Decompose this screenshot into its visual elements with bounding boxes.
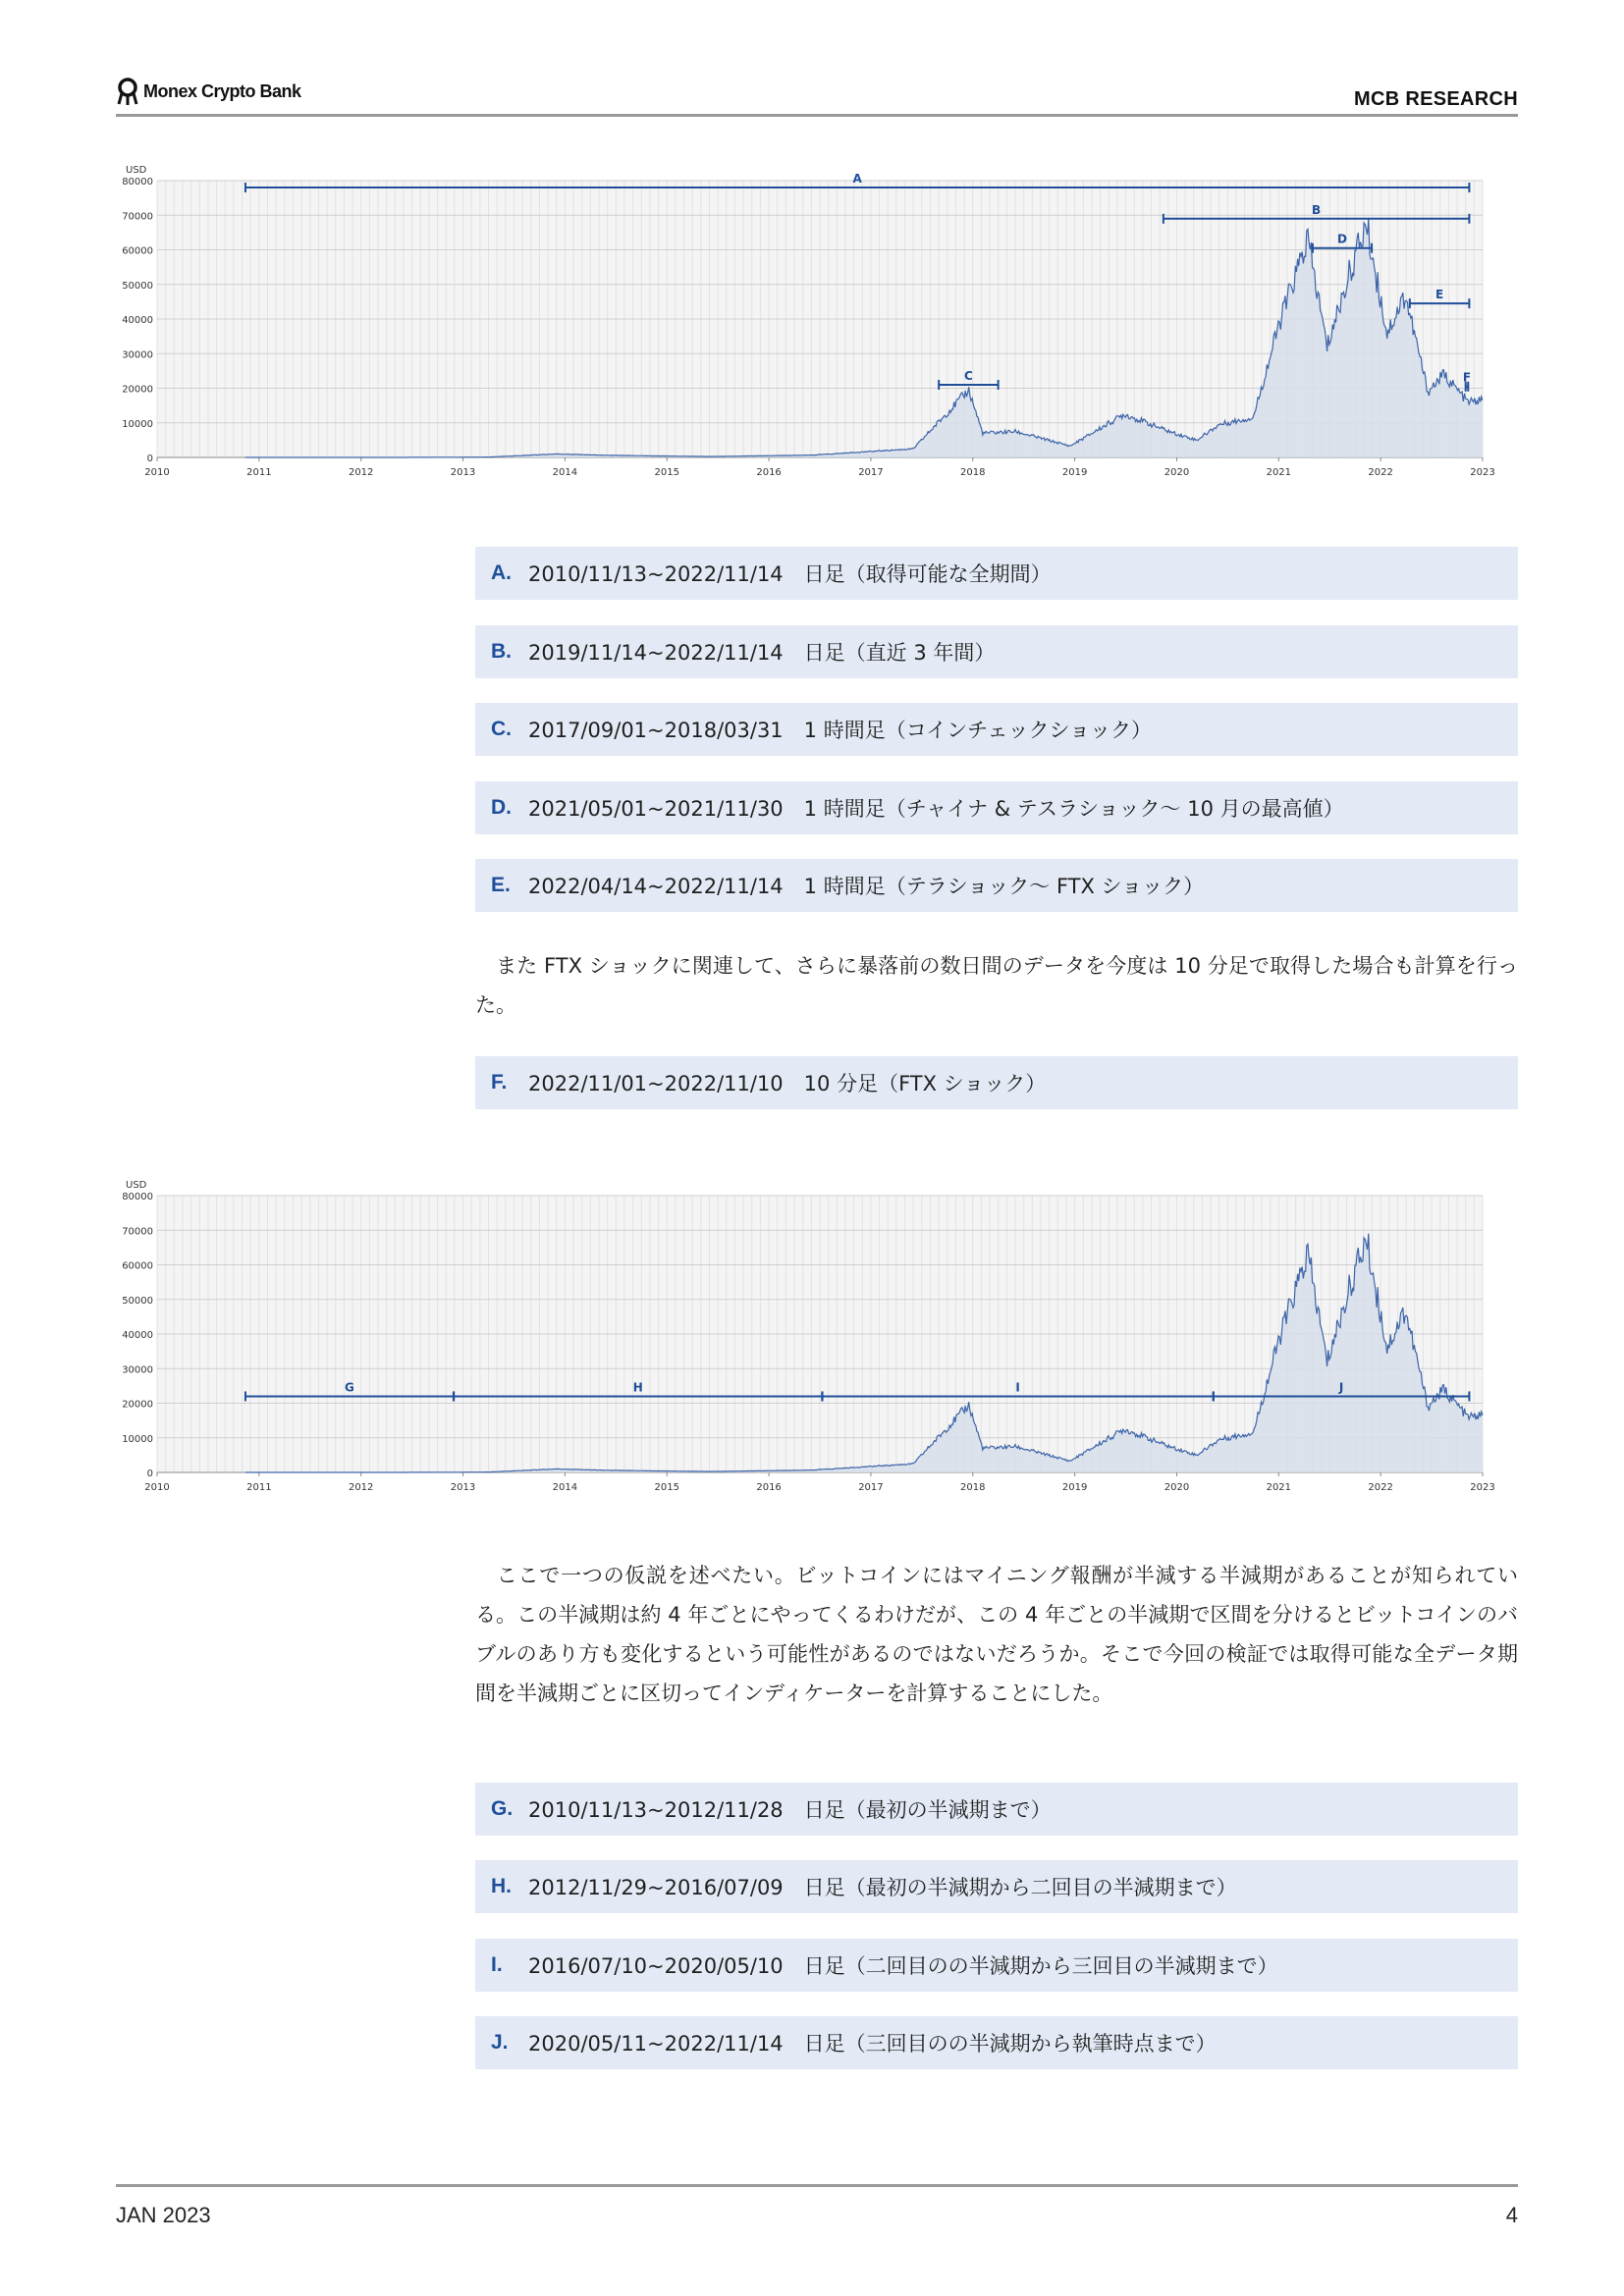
footer-date: JAN 2023 (116, 2203, 211, 2227)
range-label: I (1015, 1380, 1020, 1395)
page-header (116, 71, 1518, 120)
list-item-text: 2020/05/11~2022/11/14 日足（三回目のの半減期から執筆時点まで） (528, 2032, 1217, 2056)
list-item-letter: E. (491, 874, 511, 896)
x-tick-label: 2015 (654, 467, 679, 478)
y-tick-label: 30000 (122, 1364, 153, 1376)
range-label: A (852, 172, 862, 187)
x-tick-label: 2021 (1266, 1482, 1292, 1493)
range-label: E (1435, 288, 1444, 302)
list-item-a (475, 547, 1518, 600)
footer-rule (116, 2184, 1518, 2187)
research-label: MCB RESEARCH (1354, 88, 1518, 110)
y-tick-label: 40000 (122, 1330, 153, 1341)
list-item-letter: J. (491, 2031, 509, 2054)
list-item-letter: I. (491, 1953, 503, 1976)
y-tick-label: 20000 (122, 1399, 153, 1411)
x-tick-label: 2018 (960, 1482, 986, 1493)
y-tick-label: 50000 (122, 280, 153, 292)
list-item-text: 2010/11/13~2012/11/28 日足（最初の半減期まで） (528, 1798, 1052, 1822)
logo-mark-icon (116, 77, 139, 106)
y-unit-label: USD (126, 1180, 147, 1191)
list-item-text: 2022/04/14~2022/11/14 1 時間足（テラショック～ FTX ショック） (528, 875, 1205, 898)
x-tick-label: 2015 (654, 1482, 679, 1493)
y-tick-label: 10000 (122, 418, 153, 430)
y-tick-label: 20000 (122, 384, 153, 396)
list-item-e (475, 859, 1518, 912)
chart-2 (108, 1174, 1495, 1508)
list-item-i (475, 1939, 1518, 1992)
list-item-text: 2010/11/13~2022/11/14 日足（取得可能な全期間） (528, 562, 1052, 586)
x-tick-label: 2017 (858, 467, 884, 478)
y-tick-label: 70000 (122, 1226, 153, 1238)
list-item-text: 2016/07/10~2020/05/10 日足（二回目のの半減期から三回目の半減期まで） (528, 1954, 1278, 1978)
y-tick-label: 40000 (122, 315, 153, 326)
range-label: J (1338, 1380, 1344, 1395)
x-tick-label: 2010 (144, 1482, 170, 1493)
list-item-c (475, 703, 1518, 756)
list-item-f (475, 1056, 1518, 1109)
page-number: 4 (1505, 2203, 1518, 2227)
list-item-letter: B. (491, 640, 512, 663)
range-label: D (1337, 232, 1347, 246)
x-tick-label: 2022 (1368, 1482, 1393, 1493)
list-item-h (475, 1860, 1518, 1913)
list-item-d (475, 781, 1518, 834)
range-label: B (1312, 202, 1322, 217)
x-tick-label: 2013 (450, 467, 476, 478)
x-tick-label: 2016 (756, 467, 782, 478)
list-item-text: 2021/05/01~2021/11/30 1 時間足（チャイナ & テスラショック～ 10 月の最高値） (528, 797, 1344, 821)
x-tick-label: 2013 (450, 1482, 476, 1493)
y-tick-label: 0 (146, 454, 153, 464)
x-tick-label: 2017 (858, 1482, 884, 1493)
x-tick-label: 2016 (756, 1482, 782, 1493)
x-tick-label: 2012 (348, 467, 374, 478)
range-label: H (632, 1380, 643, 1395)
list-item-text: 2012/11/29~2016/07/09 日足（最初の半減期から二回目の半減期まで） (528, 1876, 1237, 1899)
x-tick-label: 2020 (1164, 467, 1190, 478)
y-tick-label: 70000 (122, 211, 153, 223)
header-rule (116, 114, 1518, 117)
list-item-b (475, 625, 1518, 678)
x-tick-label: 2014 (552, 467, 578, 478)
x-tick-label: 2012 (348, 1482, 374, 1493)
range-label: G (345, 1380, 354, 1395)
logo (116, 77, 301, 106)
x-tick-label: 2023 (1470, 467, 1495, 478)
x-tick-label: 2019 (1061, 1482, 1088, 1493)
logo-text: Monex Crypto Bank (143, 80, 301, 101)
list-item-g (475, 1783, 1518, 1836)
list-item-text: 2019/11/14~2022/11/14 日足（直近 3 年間） (528, 641, 996, 665)
y-tick-label: 60000 (122, 245, 153, 257)
list-item-letter: F. (491, 1071, 508, 1094)
y-tick-label: 30000 (122, 349, 153, 361)
x-tick-label: 2014 (552, 1482, 578, 1493)
x-tick-label: 2011 (246, 1482, 272, 1493)
list-item-j (475, 2016, 1518, 2069)
chart-2-svg (108, 1174, 1495, 1508)
x-tick-label: 2011 (246, 467, 272, 478)
list-item-text: 2017/09/01~2018/03/31 1 時間足（コインチェックショック） (528, 719, 1153, 742)
range-label: C (963, 368, 973, 383)
list-item-letter: G. (491, 1797, 514, 1820)
chart-1 (108, 159, 1495, 493)
list-item-text: 2022/11/01~2022/11/10 10 分足（FTX ショック） (528, 1072, 1047, 1095)
x-tick-label: 2023 (1470, 1482, 1495, 1493)
list-item-letter: A. (491, 561, 512, 584)
paragraph-halving: ここで一つの仮説を述べたい。ビットコインにはマイニング報酬が半減する半減期があることが知られている。この半減期は約 4 年ごとにやってくるわけだが、この 4 年ごとの半減期で区間を分けるとビットコインのバブルのあり方も変化するという可能性があるのではないだろうか。そこで今回の検証では取得可能な全データ期間を半減期ごとに区切ってインディケーターを計算することにした。 (475, 1564, 1518, 1705)
y-tick-label: 10000 (122, 1433, 153, 1445)
list-item-letter: H. (491, 1875, 512, 1897)
list-item-letter: D. (491, 796, 512, 819)
x-tick-label: 2010 (144, 467, 170, 478)
y-tick-label: 60000 (122, 1260, 153, 1272)
range-label: F (1462, 370, 1472, 385)
x-tick-label: 2022 (1368, 467, 1393, 478)
chart-1-svg (108, 159, 1495, 493)
x-tick-label: 2019 (1061, 467, 1088, 478)
y-tick-label: 50000 (122, 1295, 153, 1307)
y-tick-label: 80000 (122, 1192, 153, 1202)
paragraph-ftx: また FTX ショックに関連して、さらに暴落前の数日間のデータを今度は 10 分足で取得した場合も計算を行った。 (475, 954, 1518, 1017)
y-tick-label: 80000 (122, 177, 153, 187)
x-tick-label: 2020 (1164, 1482, 1190, 1493)
x-tick-label: 2021 (1266, 467, 1292, 478)
y-unit-label: USD (126, 165, 147, 176)
list-item-letter: C. (491, 718, 512, 740)
x-tick-label: 2018 (960, 467, 986, 478)
y-tick-label: 0 (146, 1468, 153, 1479)
